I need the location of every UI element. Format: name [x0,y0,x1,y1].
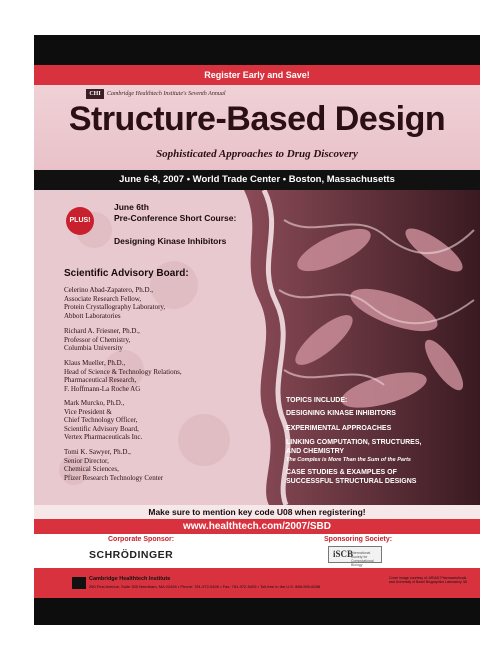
key-code-notice: Make sure to mention key code U08 when registering! [34,505,480,519]
footer [34,568,480,598]
website-link[interactable]: www.healthtech.com/2007/SBD [34,519,480,534]
member-line: Chief Technology Officer, [64,416,138,425]
member-line: Head of Science & Technology Relations, [64,367,182,376]
advisory-member [64,359,182,393]
member-line: Tomi K. Sawyer, Ph.D., [64,448,131,456]
plus-badge: PLUS! [66,207,94,235]
conference-subtitle: Sophisticated Approaches to Drug Discovery [156,148,358,160]
chi-footer-logo-icon [72,577,86,589]
short-course-label: Pre-Conference Short Course: [114,213,237,223]
series-line [86,89,226,99]
top-black-band [34,35,480,65]
member-line: Chemical Sciences, [64,465,119,474]
short-course-heading [114,202,236,224]
short-course-title: Designing Kinase Inhibitors [114,236,227,246]
advisory-board-heading: Scientific Advisory Board: [64,268,189,279]
member-line: Mark Murcko, Ph.D., [64,399,125,407]
member-line: Pfizer Research Technology Center [64,473,164,482]
member-line: Associate Research Fellow, [64,294,142,303]
brochure-cover [34,35,480,625]
iscb-logo-subtext: International Society for Computational Biology [351,551,374,567]
topic-item [286,469,421,486]
bottom-black-band [34,598,480,625]
corporate-sponsor-label: Corporate Sponsor: [108,536,175,543]
footer-org-name: Cambridge Healthtech Institute [89,576,171,582]
member-line: Klaus Mueller, Ph.D., [64,359,126,367]
topic-line: SUCCESSFUL STRUCTURAL DESIGNS [286,477,417,485]
advisory-member [64,327,140,353]
topic-line: AND CHEMISTRY [286,447,345,455]
member-line: Richard A. Friesner, Ph.D., [64,327,140,335]
iscb-logo [328,546,382,567]
member-line: Abbott Laboratories [64,311,121,320]
member-line: Scientific Advisory Board, [64,424,139,433]
advisory-member [64,286,165,320]
short-course-date: June 6th [114,202,149,212]
topic-line: LINKING COMPUTATION, STRUCTURES, [286,439,422,446]
topic-item [286,439,421,456]
topics-list [286,397,421,492]
topic-line: DESIGNING KINASE INHIBITORS [286,410,396,417]
topic-line: EXPERIMENTAL APPROACHES [286,424,392,432]
footer-address: 250 First Avenue, Suite 300 Needham, MA 02494 • Phone: 781-972-5400 • Fax: 781-972-5425 • Toll-free in the U.S. 888-999-6288 [89,584,321,589]
member-line: Vertex Pharmaceuticals Inc. [64,433,143,442]
member-line: Professor of Chemistry, [64,335,131,344]
advisory-member [64,399,142,442]
topics-heading: TOPICS INCLUDE: [286,397,348,404]
sponsors-section [34,534,480,568]
advisory-member [64,448,163,482]
register-banner[interactable]: Register Early and Save! [34,65,480,85]
schrodinger-logo: SCHRÖDINGER [89,549,174,561]
member-line: Columbia University [64,344,123,353]
sponsoring-society-label: Sponsoring Society: [324,536,393,543]
member-line: Celerino Abad-Zapatero, Ph.D., [64,286,154,294]
date-location-bar: June 6-8, 2007 • World Trade Center • Boston, Massachusetts [34,170,480,190]
member-line: Protein Crystallography Laboratory, [64,303,166,312]
member-line: Vice President & [64,407,112,416]
member-line: Pharmaceutical Research, [64,376,137,385]
cover-image-credit: Cover image courtesy of: ARIAD Pharmaceuticals and University of Basel Biographics Laboratory 3D [389,576,468,585]
topic-item [286,410,421,419]
topic-line: CASE STUDIES & EXAMPLES OF [286,469,397,476]
topic-item [286,425,421,434]
conference-title: Structure-Based Design [68,100,446,138]
iscb-logo-text: iSCB [333,549,354,559]
member-line: F. Hoffmann-La Roche AG [64,384,141,393]
chi-logo: CHI [86,89,104,99]
topic-subtitle: The Complex is More Than the Sum of the Parts [286,457,411,463]
member-line: Senior Director, [64,456,109,465]
series-text: Cambridge Healthtech Institute's Seventh Annual [107,91,226,97]
